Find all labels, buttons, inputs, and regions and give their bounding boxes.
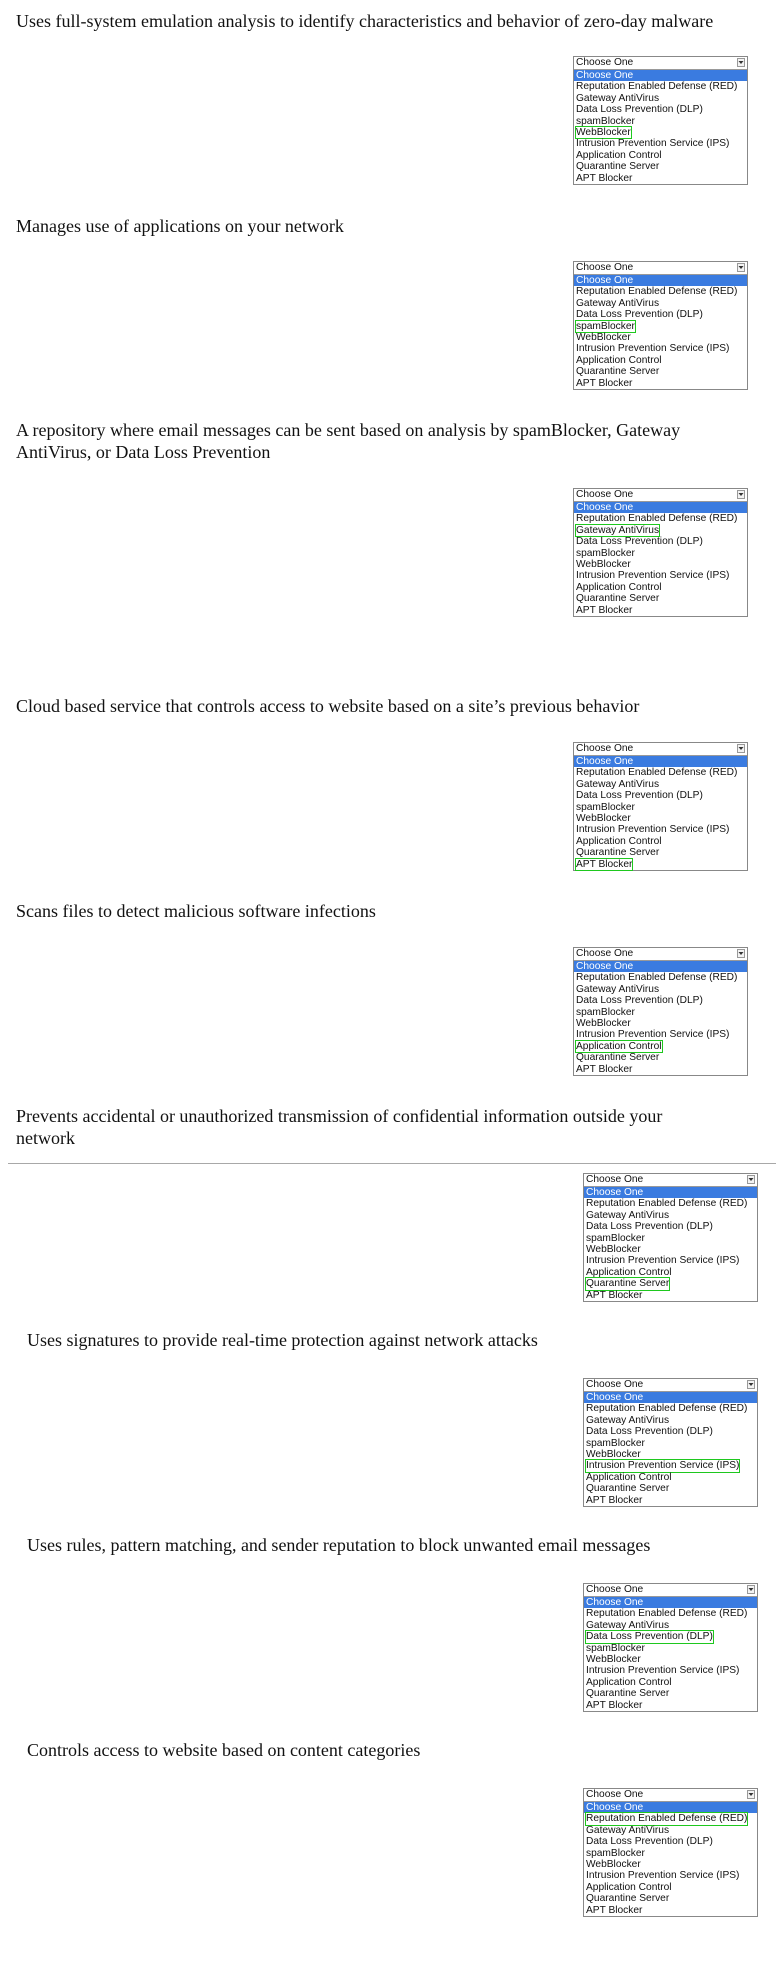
dropdown-option[interactable] <box>584 1267 757 1278</box>
dropdown-option[interactable] <box>584 1495 757 1506</box>
answer-dropdown-3[interactable] <box>573 488 748 617</box>
dropdown-option-label: Application Control <box>576 581 662 593</box>
dropdown-option-label: APT Blocker <box>576 1063 633 1075</box>
dropdown-option[interactable] <box>574 836 747 847</box>
dropdown-option-label: Application Control <box>586 1881 672 1893</box>
dropdown-option[interactable] <box>584 1426 757 1437</box>
dropdown-option-label: WebBlocker <box>576 332 631 344</box>
dropdown-option[interactable] <box>574 995 747 1006</box>
dropdown-option-label: APT Blocker <box>586 1904 643 1916</box>
dropdown-option-label: WebBlocker <box>576 1018 631 1030</box>
dropdown-option[interactable] <box>584 1460 757 1471</box>
dropdown-selected-value[interactable] <box>584 1174 757 1187</box>
dropdown-option[interactable] <box>574 332 747 343</box>
dropdown-selected-label: Choose One <box>576 489 634 500</box>
question-8-text: Uses rules, pattern matching, and sender reputation to block unwanted email messages <box>27 1535 651 1555</box>
dropdown-option-label: Application Control <box>576 149 662 161</box>
dropdown-selected-value[interactable] <box>574 743 747 756</box>
dropdown-option[interactable] <box>574 173 747 184</box>
dropdown-selected-label: Choose One <box>576 948 634 959</box>
dropdown-option[interactable] <box>574 802 747 813</box>
dropdown-option-label: Gateway AntiVirus <box>576 778 660 790</box>
dropdown-option-label: Intrusion Prevention Service (IPS) <box>576 343 730 355</box>
dropdown-option-label: Intrusion Prevention Service (IPS) <box>576 570 730 582</box>
dropdown-option-label: Reputation Enabled Defense (RED) <box>576 513 738 525</box>
dropdown-option-label: Data Loss Prevention (DLP) <box>576 104 703 116</box>
dropdown-option[interactable] <box>574 104 747 115</box>
dropdown-option-label: WebBlocker <box>586 1244 641 1256</box>
dropdown-option[interactable] <box>584 1210 757 1221</box>
dropdown-option-label: spamBlocker <box>586 1437 645 1449</box>
answer-dropdown-2[interactable] <box>573 261 748 390</box>
dropdown-option-label: Choose One <box>576 961 634 972</box>
dropdown-option-label: Quarantine Server <box>576 1052 660 1064</box>
dropdown-selected-value[interactable] <box>584 1584 757 1597</box>
dropdown-option-label: Intrusion Prevention Service (IPS) <box>586 1870 740 1882</box>
answer-dropdown-7[interactable] <box>583 1378 758 1507</box>
dropdown-option[interactable] <box>574 824 747 835</box>
dropdown-option-label: Choose One <box>576 275 634 286</box>
dropdown-option[interactable] <box>574 127 747 138</box>
dropdown-option[interactable] <box>574 790 747 801</box>
question-2-text: Manages use of applications on your network <box>16 216 344 236</box>
dropdown-option-label: Quarantine Server <box>586 1688 670 1700</box>
dropdown-option-label: Quarantine Server <box>576 847 660 859</box>
dropdown-option-label: Reputation Enabled Defense (RED) <box>576 972 738 984</box>
dropdown-option[interactable] <box>584 1893 757 1904</box>
dropdown-option[interactable] <box>584 1825 757 1836</box>
dropdown-option[interactable] <box>584 1233 757 1244</box>
dropdown-option-label: Reputation Enabled Defense (RED) <box>576 81 738 93</box>
dropdown-option[interactable] <box>584 1802 757 1813</box>
dropdown-option[interactable] <box>574 1052 747 1063</box>
dropdown-option-label: Application Control <box>576 835 662 847</box>
dropdown-option-label: Choose One <box>586 1597 644 1608</box>
dropdown-option-label: WebBlocker <box>586 1859 641 1871</box>
dropdown-option[interactable] <box>584 1415 757 1426</box>
dropdown-option[interactable] <box>574 605 747 616</box>
dropdown-option[interactable] <box>584 1905 757 1916</box>
dropdown-option[interactable] <box>584 1472 757 1483</box>
dropdown-option[interactable] <box>574 548 747 559</box>
dropdown-option[interactable] <box>574 1029 747 1040</box>
dropdown-option-label-answer: Data Loss Prevention (DLP) <box>586 1631 713 1643</box>
dropdown-option-label: spamBlocker <box>586 1847 645 1859</box>
dropdown-option[interactable] <box>584 1403 757 1414</box>
dropdown-option[interactable] <box>574 582 747 593</box>
dropdown-option[interactable] <box>574 116 747 127</box>
dropdown-selected-label: Choose One <box>576 57 634 68</box>
dropdown-option[interactable] <box>584 1438 757 1449</box>
question-1-text: Uses full-system emulation analysis to identify characteristics and behavior of zero-day malware <box>16 11 714 31</box>
dropdown-option-label: APT Blocker <box>576 377 633 389</box>
dropdown-option[interactable] <box>574 355 747 366</box>
dropdown-option[interactable] <box>584 1221 757 1232</box>
answer-dropdown-6[interactable] <box>583 1173 758 1302</box>
dropdown-option-label: Application Control <box>586 1266 672 1278</box>
dropdown-option-label-answer: Gateway AntiVirus <box>576 524 660 536</box>
dropdown-option-label: Data Loss Prevention (DLP) <box>586 1836 713 1848</box>
dropdown-option-label: spamBlocker <box>576 801 635 813</box>
dropdown-option-label: Choose One <box>586 1802 644 1813</box>
answer-dropdown-4[interactable] <box>573 742 748 871</box>
dropdown-option[interactable] <box>574 1064 747 1075</box>
chevron-down-icon[interactable] <box>737 949 745 958</box>
dropdown-option[interactable] <box>584 1278 757 1289</box>
dropdown-option-label: Reputation Enabled Defense (RED) <box>586 1608 748 1620</box>
answer-dropdown-9[interactable] <box>583 1788 758 1917</box>
dropdown-option[interactable] <box>574 972 747 983</box>
dropdown-option-label: APT Blocker <box>576 172 633 184</box>
dropdown-selected-label: Choose One <box>576 262 634 273</box>
dropdown-option[interactable] <box>574 859 747 870</box>
dropdown-option-label: spamBlocker <box>586 1642 645 1654</box>
dropdown-option[interactable] <box>584 1859 757 1870</box>
dropdown-option[interactable] <box>584 1654 757 1665</box>
dropdown-option[interactable] <box>574 984 747 995</box>
dropdown-option-label-answer: APT Blocker <box>576 858 633 870</box>
dropdown-option[interactable] <box>574 81 747 92</box>
dropdown-option[interactable] <box>584 1620 757 1631</box>
dropdown-option-label: Data Loss Prevention (DLP) <box>576 309 703 321</box>
dropdown-option[interactable] <box>574 321 747 332</box>
dropdown-option-label: Data Loss Prevention (DLP) <box>576 790 703 802</box>
dropdown-option[interactable] <box>584 1882 757 1893</box>
dropdown-option[interactable] <box>574 513 747 524</box>
dropdown-option-label: Choose One <box>576 70 634 81</box>
dropdown-option-label: Gateway AntiVirus <box>576 983 660 995</box>
dropdown-option[interactable] <box>574 536 747 547</box>
dropdown-option-label-answer: Intrusion Prevention Service (IPS) <box>586 1460 740 1472</box>
dropdown-option[interactable] <box>584 1836 757 1847</box>
dropdown-option-label: Choose One <box>586 1392 644 1403</box>
question-7-text: Uses signatures to provide real-time protection against network attacks <box>27 1330 538 1350</box>
dropdown-selected-value[interactable] <box>574 489 747 502</box>
dropdown-option[interactable] <box>584 1848 757 1859</box>
dropdown-option-label: Quarantine Server <box>586 1893 670 1905</box>
dropdown-option[interactable] <box>574 1007 747 1018</box>
dropdown-option-label: Gateway AntiVirus <box>576 297 660 309</box>
chevron-down-icon[interactable] <box>737 490 745 499</box>
dropdown-option-label-answer: WebBlocker <box>576 127 631 139</box>
dropdown-option[interactable] <box>584 1688 757 1699</box>
dropdown-option-label: APT Blocker <box>576 604 633 616</box>
dropdown-option-label: Intrusion Prevention Service (IPS) <box>586 1665 740 1677</box>
dropdown-option[interactable] <box>574 779 747 790</box>
dropdown-selected-value[interactable] <box>584 1789 757 1802</box>
chevron-down-icon[interactable] <box>737 744 745 753</box>
dropdown-option-label: Gateway AntiVirus <box>586 1824 670 1836</box>
dropdown-option-label: Intrusion Prevention Service (IPS) <box>576 1029 730 1041</box>
dropdown-option-label: spamBlocker <box>576 1006 635 1018</box>
dropdown-option-label: WebBlocker <box>586 1449 641 1461</box>
dropdown-option[interactable] <box>584 1483 757 1494</box>
dropdown-option-label: spamBlocker <box>586 1232 645 1244</box>
answer-dropdown-8[interactable] <box>583 1583 758 1712</box>
dropdown-option-label: Reputation Enabled Defense (RED) <box>586 1403 748 1415</box>
chevron-down-icon[interactable] <box>737 263 745 272</box>
dropdown-option[interactable] <box>584 1643 757 1654</box>
dropdown-option-label: Quarantine Server <box>586 1483 670 1495</box>
dropdown-option-label: Data Loss Prevention (DLP) <box>586 1221 713 1233</box>
dropdown-option-label: Intrusion Prevention Service (IPS) <box>586 1255 740 1267</box>
dropdown-option-label: Intrusion Prevention Service (IPS) <box>576 824 730 836</box>
dropdown-option[interactable] <box>574 150 747 161</box>
dropdown-option-label: Gateway AntiVirus <box>576 92 660 104</box>
dropdown-option-label: Reputation Enabled Defense (RED) <box>576 286 738 298</box>
dropdown-option-label: Data Loss Prevention (DLP) <box>576 995 703 1007</box>
chevron-down-icon[interactable] <box>747 1380 755 1389</box>
dropdown-selected-value[interactable] <box>574 262 747 275</box>
chevron-down-icon[interactable] <box>747 1175 755 1184</box>
dropdown-option-label: APT Blocker <box>586 1699 643 1711</box>
chevron-down-icon[interactable] <box>737 58 745 67</box>
dropdown-option-label: Gateway AntiVirus <box>586 1619 670 1631</box>
dropdown-option[interactable] <box>584 1244 757 1255</box>
dropdown-option-label: Quarantine Server <box>576 593 660 605</box>
dropdown-option-label: WebBlocker <box>576 559 631 571</box>
dropdown-selected-value[interactable] <box>574 948 747 961</box>
dropdown-option-label-answer: Application Control <box>576 1040 662 1052</box>
question-9-text: Controls access to website based on content categories <box>27 1740 421 1760</box>
dropdown-selected-value[interactable] <box>584 1379 757 1392</box>
dropdown-option[interactable] <box>574 161 747 172</box>
dropdown-option-label: Application Control <box>576 354 662 366</box>
dropdown-option[interactable] <box>584 1677 757 1688</box>
dropdown-option[interactable] <box>574 593 747 604</box>
dropdown-option[interactable] <box>584 1631 757 1642</box>
dropdown-option-label: Quarantine Server <box>576 161 660 173</box>
dropdown-option-label: Gateway AntiVirus <box>586 1414 670 1426</box>
dropdown-option[interactable] <box>574 847 747 858</box>
dropdown-option[interactable] <box>574 70 747 81</box>
dropdown-option-label: Gateway AntiVirus <box>586 1209 670 1221</box>
dropdown-option-label: Quarantine Server <box>576 366 660 378</box>
dropdown-option-label: Application Control <box>586 1676 672 1688</box>
dropdown-option[interactable] <box>584 1813 757 1824</box>
dropdown-option[interactable] <box>574 570 747 581</box>
dropdown-option[interactable] <box>574 525 747 536</box>
dropdown-option[interactable] <box>584 1187 757 1198</box>
dropdown-option[interactable] <box>574 378 747 389</box>
dropdown-option[interactable] <box>584 1608 757 1619</box>
chevron-down-icon[interactable] <box>747 1585 755 1594</box>
dropdown-option[interactable] <box>574 366 747 377</box>
dropdown-option[interactable] <box>574 559 747 570</box>
dropdown-option[interactable] <box>584 1665 757 1676</box>
dropdown-option[interactable] <box>584 1290 757 1301</box>
question-3-text: A repository where email messages can be sent based on analysis by spamBlocker, Gateway AntiVirus, or Data Loss Prevention <box>16 420 681 462</box>
dropdown-option[interactable] <box>574 286 747 297</box>
dropdown-option-label: Choose One <box>576 756 634 767</box>
question-4-text: Cloud based service that controls access to website based on a site’s previous behavior <box>16 696 640 716</box>
dropdown-selected-label: Choose One <box>576 743 634 754</box>
dropdown-option[interactable] <box>584 1255 757 1266</box>
dropdown-option[interactable] <box>574 298 747 309</box>
question-6-text: Prevents accidental or unauthorized transmission of confidential information outside your network <box>16 1106 663 1148</box>
dropdown-option[interactable] <box>584 1870 757 1881</box>
dropdown-option[interactable] <box>574 502 747 513</box>
dropdown-option-label: Choose One <box>576 502 634 513</box>
dropdown-selected-value[interactable] <box>574 57 747 70</box>
dropdown-option-label: WebBlocker <box>586 1654 641 1666</box>
dropdown-option-label: WebBlocker <box>576 813 631 825</box>
dropdown-option-label: spamBlocker <box>576 115 635 127</box>
answer-dropdown-1[interactable] <box>573 56 748 185</box>
dropdown-option[interactable] <box>574 1018 747 1029</box>
dropdown-option[interactable] <box>574 961 747 972</box>
dropdown-option[interactable] <box>574 309 747 320</box>
dropdown-option[interactable] <box>584 1597 757 1608</box>
dropdown-option[interactable] <box>574 1041 747 1052</box>
dropdown-option-label: spamBlocker <box>576 547 635 559</box>
dropdown-option-label-answer: spamBlocker <box>576 320 635 332</box>
dropdown-option-label-answer: Reputation Enabled Defense (RED) <box>586 1813 748 1825</box>
dropdown-option-label: Data Loss Prevention (DLP) <box>576 536 703 548</box>
dropdown-selected-label: Choose One <box>586 1789 644 1800</box>
dropdown-option[interactable] <box>584 1449 757 1460</box>
dropdown-option[interactable] <box>574 343 747 354</box>
dropdown-option[interactable] <box>574 275 747 286</box>
dropdown-option[interactable] <box>584 1198 757 1209</box>
dropdown-option-label: Choose One <box>586 1187 644 1198</box>
dropdown-selected-label: Choose One <box>586 1174 644 1185</box>
dropdown-option[interactable] <box>574 138 747 149</box>
dropdown-option[interactable] <box>574 767 747 778</box>
question-5-text: Scans files to detect malicious software infections <box>16 901 376 921</box>
dropdown-option[interactable] <box>584 1700 757 1711</box>
dropdown-option[interactable] <box>584 1392 757 1403</box>
dropdown-option[interactable] <box>574 93 747 104</box>
dropdown-option-label: APT Blocker <box>586 1289 643 1301</box>
dropdown-option-label: Reputation Enabled Defense (RED) <box>586 1198 748 1210</box>
dropdown-option[interactable] <box>574 813 747 824</box>
dropdown-option[interactable] <box>574 756 747 767</box>
section-divider <box>8 1163 776 1164</box>
dropdown-selected-label: Choose One <box>586 1379 644 1390</box>
answer-dropdown-5[interactable] <box>573 947 748 1076</box>
dropdown-option-label: Intrusion Prevention Service (IPS) <box>576 138 730 150</box>
chevron-down-icon[interactable] <box>747 1790 755 1799</box>
dropdown-option-label: Application Control <box>586 1471 672 1483</box>
dropdown-option-label-answer: Quarantine Server <box>586 1278 670 1290</box>
dropdown-option-label: Data Loss Prevention (DLP) <box>586 1426 713 1438</box>
dropdown-option-label: APT Blocker <box>586 1494 643 1506</box>
dropdown-option-label: Reputation Enabled Defense (RED) <box>576 767 738 779</box>
dropdown-selected-label: Choose One <box>586 1584 644 1595</box>
